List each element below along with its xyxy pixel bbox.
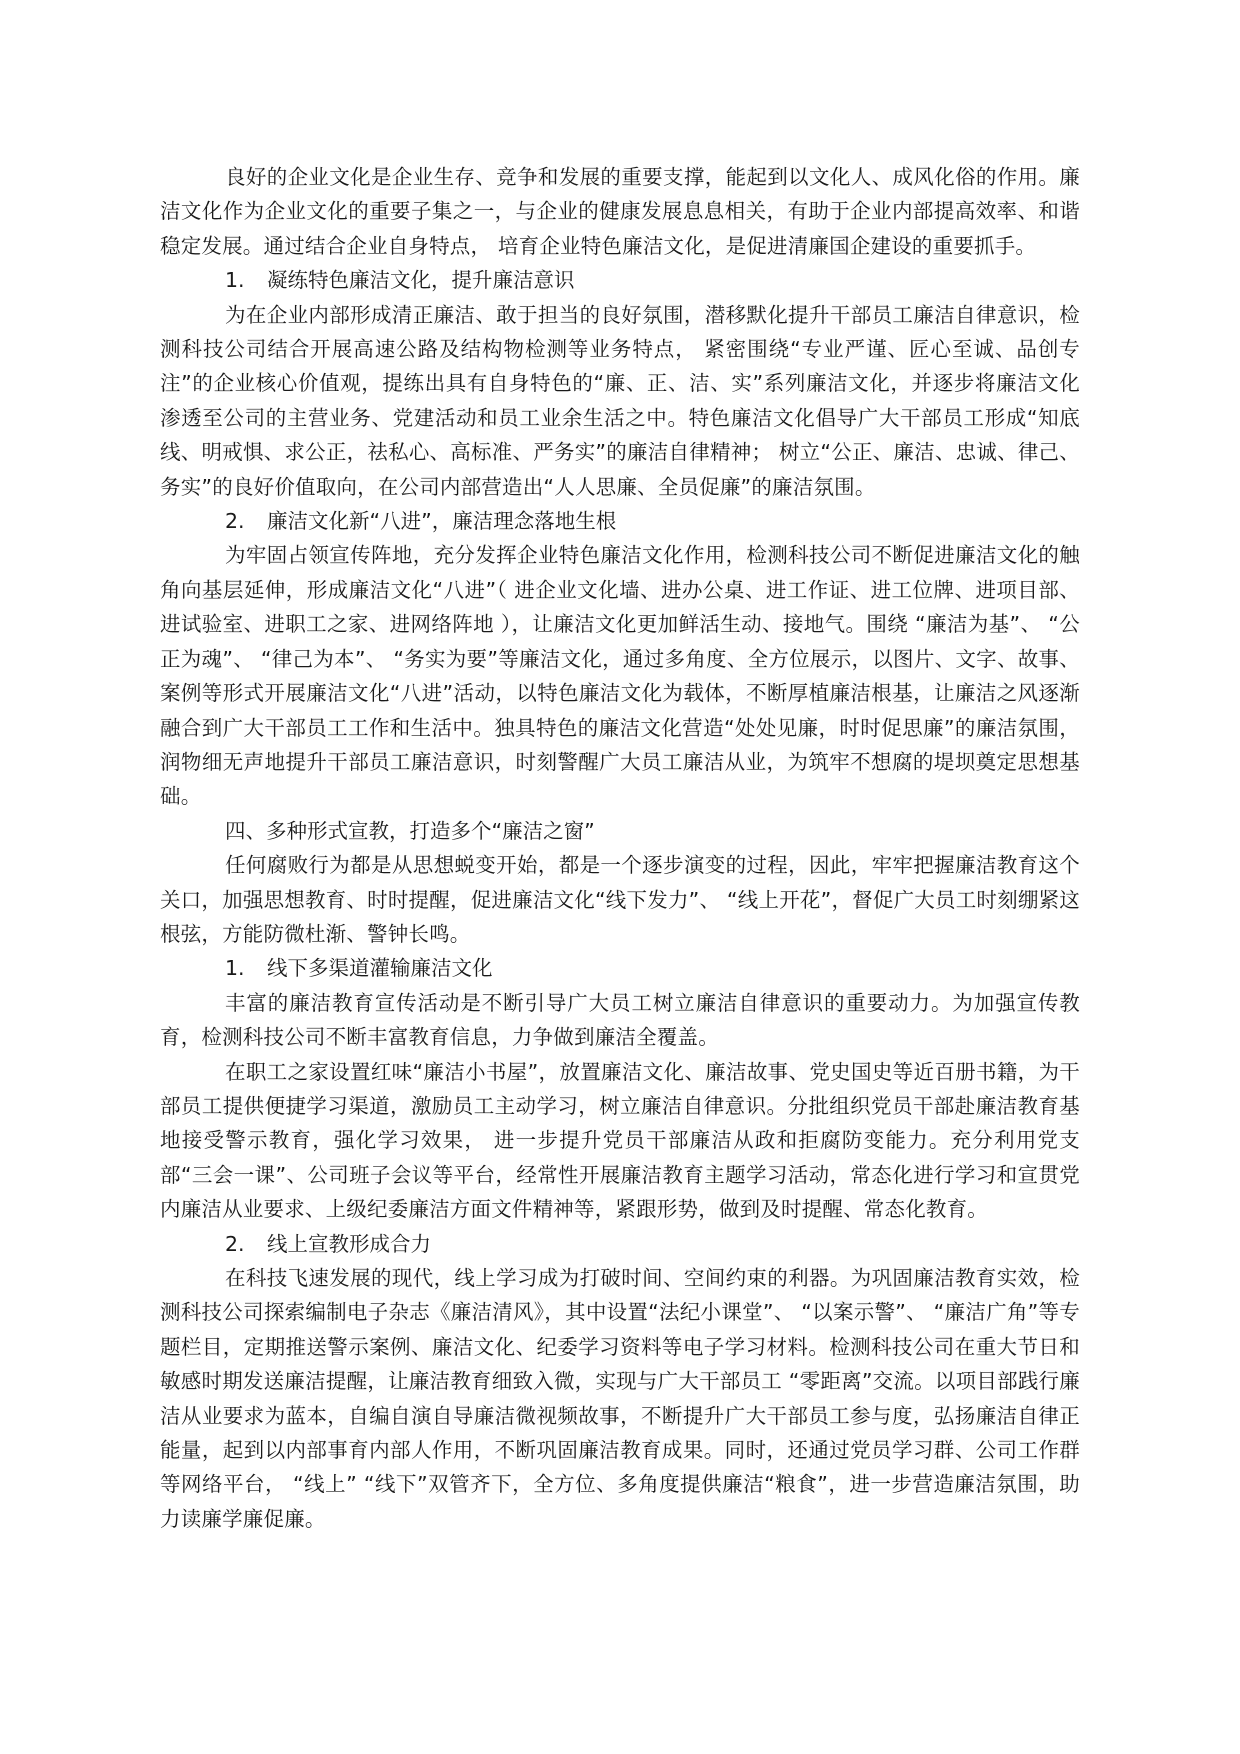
heading-text: 线下多渠道灌输廉洁文化 — [267, 956, 493, 981]
heading-number: 1. — [225, 268, 245, 293]
heading-text: 线上宣教形成合力 — [267, 1231, 431, 1256]
section-heading-offline — [160, 951, 1080, 985]
paragraph-offline-1: 丰富的廉洁教育宣传活动是不断引导广大员工树立廉洁自律意识的重要动力。为加强宣传教育，检测科技公司不断丰富教育信息，力争做到廉洁全覆盖。 — [160, 990, 1080, 1050]
heading-text: 四、多种形式宣教，打造多个“廉洁之窗” — [225, 818, 595, 843]
paragraph-intro: 良好的企业文化是企业生存、竞争和发展的重要支撑，能起到以文化人、成风化俗的作用。廉洁文化作为企业文化的重要子集之一，与企业的健康发展息息相关，有助于企业内部提高效率、和谐稳定发展。通过结合企业自身特点， 培育企业特色廉洁文化，是促进清廉国企建设的重要抓手。 — [160, 165, 1080, 258]
paragraph-offline-2: 在职工之家设置红味“廉洁小书屋”，放置廉洁文化、廉洁故事、党史国史等近百册书籍，为干部员工提供便捷学习渠道，激励员工主动学习，树立廉洁自律意识。分批组织党员干部赴廉洁教育基地接受警示教育，强化学习效果， 进一步提升党员干部廉洁从政和拒腐防变能力。充分利用党支部“三会一课”、公司班子会议等平台，经常性开展廉洁教育主题学习活动，常态化进行学习和宣贯党内廉洁从业要求、上级纪委廉洁方面文件精神等，紧跟形势，做到及时提醒、常态化教育。 — [160, 1059, 1080, 1222]
section-heading-1 — [160, 263, 1080, 297]
paragraph-feature-culture: 为在企业内部形成清正廉洁、敢于担当的良好氛围，潜移默化提升干部员工廉洁自律意识，检测科技公司结合开展高速公路及结构物检测等业务特点， 紧密围绕“专业严谨、匠心至诚、品创专注”的企业核心价值观，提练出具有自身特色的“廉、正、洁、实”系列廉洁文化，并逐步将廉洁文化渗透至公司的主营业务、党建活动和员工业余生活之中。特色廉洁文化倡导广大干部员工形成“知底线、明戒惧、求公正，祛私心、高标准、严务实”的廉洁自律精神； 树立“公正、廉洁、忠诚、律己、务实”的良好价值取向，在公司内部营造出“人人思廉、全员促廉”的廉洁氛围。 — [160, 302, 1080, 499]
section-heading-2 — [160, 504, 1080, 538]
heading-text: 凝练特色廉洁文化，提升廉洁意识 — [267, 268, 575, 293]
paragraph-education-intro: 任何腐败行为都是从思想蜕变开始，都是一个逐步演变的过程，因此，牢牢把握廉洁教育这个关口，加强思想教育、时时提醒，促进廉洁文化“线下发力”、 “线上开花”，督促广大员工时刻绷紧这根弦，方能防微杜渐、警钟长鸣。 — [160, 853, 1080, 946]
heading-number: 1. — [225, 956, 245, 981]
heading-number: 2. — [225, 509, 245, 534]
section-heading-online — [160, 1227, 1080, 1261]
paragraph-eight-entries: 为牢固占领宣传阵地，充分发挥企业特色廉洁文化作用，检测科技公司不断促进廉洁文化的触角向基层延伸，形成廉洁文化“八进”（ 进企业文化墙、进办公桌、进工作证、进工位牌、进项目部、进试验室、进职工之家、进网络阵地 ），让廉洁文化更加鲜活生动、接地气。围绕 “廉洁为基”、 “公正为魂”、 “律己为本”、 “务实为要”等廉洁文化，通过多角度、全方位展示，以图片、文字、故事、案例等形式开展廉洁文化“八进”活动，以特色廉洁文化为载体，不断厚植廉洁根基，让廉洁之风逐渐融合到广大干部员工工作和生活中。独具特色的廉洁文化营造“处处见廉，时时促思廉”的廉洁氛围，润物细无声地提升干部员工廉洁意识，时刻警醒广大员工廉洁从业，为筑牢不想腐的堤坝奠定思想基础。 — [160, 543, 1080, 809]
section-heading-4 — [160, 814, 1080, 848]
heading-number: 2. — [225, 1231, 245, 1256]
paragraph-online: 在科技飞速发展的现代，线上学习成为打破时间、空间约束的利器。为巩固廉洁教育实效，检测科技公司探索编制电子杂志《廉洁清风》，其中设置“法纪小课堂”、 “以案示警”、 “廉洁广角”等专题栏目，定期推送警示案例、廉洁文化、纪委学习资料等电子学习材料。检测科技公司在重大节日和敏感时期发送廉洁提醒，让廉洁教育细致入微，实现与广大干部员工 “零距离”交流。以项目部践行廉洁从业要求为蓝本，自编自演自导廉洁微视频故事，不断提升广大干部员工参与度，弘扬廉洁自律正能量，起到以内部事育内部人作用，不断巩固廉洁教育成果。同时，还通过党员学习群、公司工作群等网络平台， “线上” “线下”双管齐下，全方位、多角度提供廉洁“粮食”，进一步营造廉洁氛围，助力读廉学廉促廉。 — [160, 1266, 1080, 1531]
document-page — [160, 160, 1080, 1536]
heading-text: 廉洁文化新“八进”，廉洁理念落地生根 — [267, 509, 617, 534]
